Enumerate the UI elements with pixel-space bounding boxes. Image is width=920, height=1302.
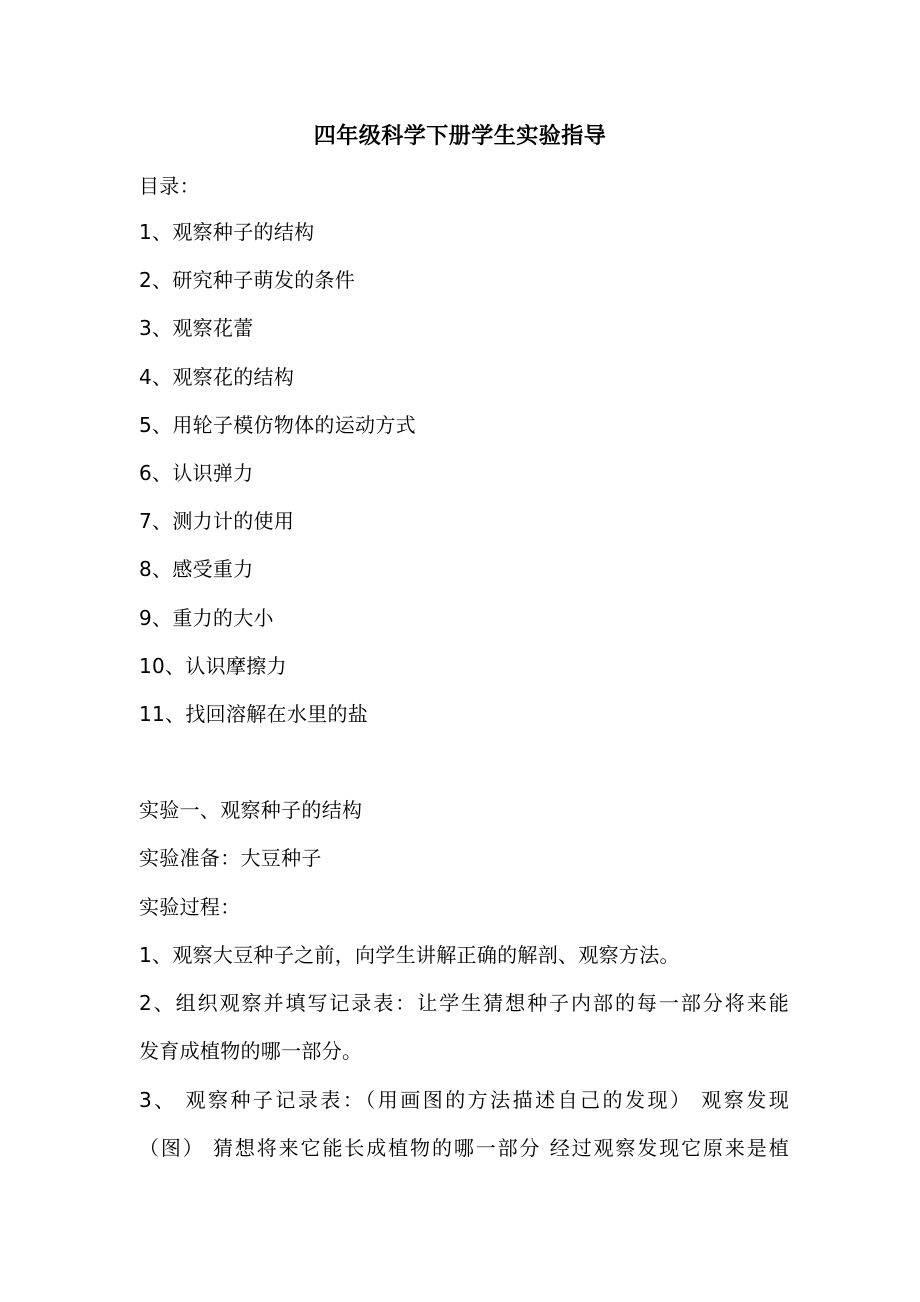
experiment-heading: 实验一、观察种子的结构 bbox=[139, 798, 363, 822]
toc-item: 2、研究种子萌发的条件 bbox=[139, 268, 356, 292]
experiment-preparation: 实验准备：大豆种子 bbox=[139, 846, 322, 870]
toc-heading: 目录： bbox=[139, 174, 200, 198]
experiment-process-heading: 实验过程： bbox=[139, 895, 241, 919]
toc-item: 3、观察花蕾 bbox=[139, 316, 254, 340]
toc-item: 10、认识摩擦力 bbox=[139, 654, 287, 678]
toc-item: 7、测力计的使用 bbox=[139, 509, 295, 533]
experiment-step: 2、组织观察并填写记录表：让学生猜想种子内部的每一部分将来能 bbox=[139, 991, 789, 1015]
toc-item: 1、观察种子的结构 bbox=[139, 220, 315, 244]
experiment-step: 3、 观察种子记录表：（用画图的方法描述自己的发现） 观察发现 bbox=[139, 1088, 789, 1112]
toc-item: 6、认识弹力 bbox=[139, 461, 254, 485]
experiment-step: （图） 猜想将来它能长成植物的哪一部分 经过观察发现它原来是植 bbox=[139, 1136, 789, 1160]
experiment-step: 1、观察大豆种子之前，向学生讲解正确的解剖、观察方法。 bbox=[139, 943, 680, 967]
document-title: 四年级科学下册学生实验指导 bbox=[313, 124, 607, 149]
experiment-step: 发育成植物的哪一部分。 bbox=[139, 1039, 363, 1063]
toc-item: 5、用轮子模仿物体的运动方式 bbox=[139, 413, 416, 437]
toc-item: 9、重力的大小 bbox=[139, 606, 274, 630]
toc-item: 8、感受重力 bbox=[139, 557, 254, 581]
toc-item: 11、找回溶解在水里的盐 bbox=[139, 702, 369, 726]
toc-item: 4、观察花的结构 bbox=[139, 365, 295, 389]
